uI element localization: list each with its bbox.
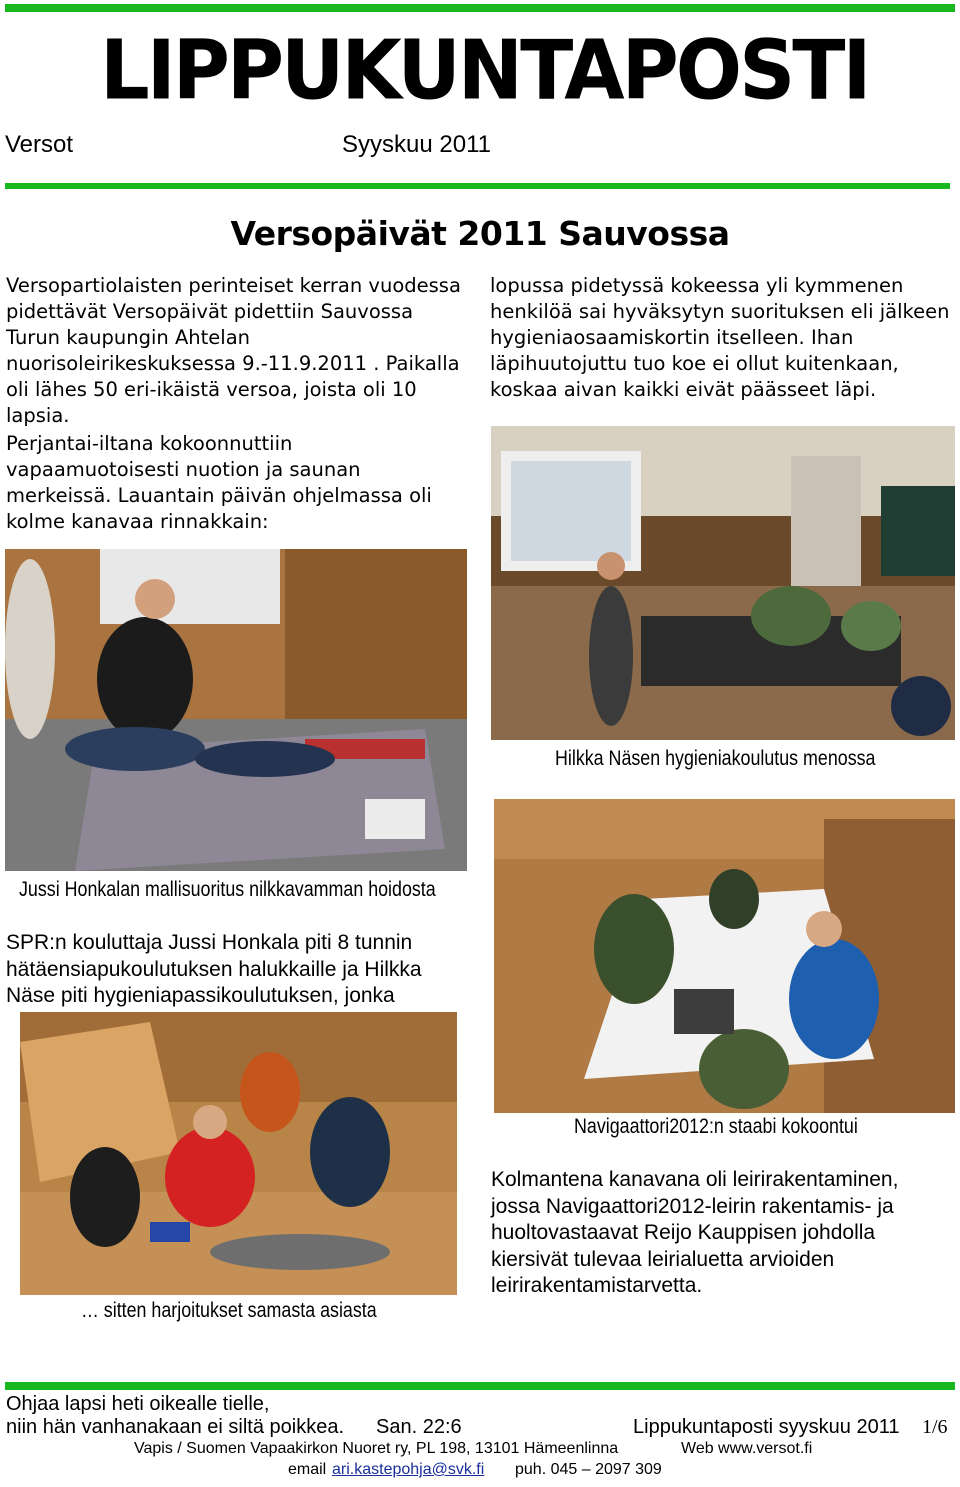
first-aid-caption: Jussi Honkalan mallisuoritus nilkkavamman hoidosta bbox=[19, 878, 436, 901]
intro-paragraph: Versopartiolaisten perinteiset kerran vuodessa pidettävät Versopäivät pidettiin Sauvossa Turun kaupungin Ahtelan nuorisoleirikeskuksessa 9.-11.9.2011 . Paikalla oli lähes 50 eri-ikäistä versoa, joista oli 10 lapsia. bbox=[6, 274, 461, 427]
email-link[interactable]: ari.kastepohja@svk.fi bbox=[332, 1461, 485, 1478]
newsletter-title: LIPPUKUNTAPOSTI bbox=[100, 23, 869, 119]
phone-number: puh. 045 – 2097 309 bbox=[515, 1461, 662, 1478]
practice-caption: … sitten harjoitukset samasta asiasta bbox=[81, 1299, 377, 1322]
exam-paragraph: lopussa pidetyssä kokeessa yli kymmenen henkilöä sai hyväksytyn suorituksen eli jälkeen hygieniaosaamiskortin itselleen. Ihan läpihuutojuttu tuo koe ei ollut kuitenkaan, koskaa aivan kaikki eivät päässeet läpi. bbox=[490, 274, 950, 401]
motto-reference: San. 22:6 bbox=[376, 1416, 462, 1438]
motto-line-1: Ohjaa lapsi heti oikealle tielle, bbox=[6, 1393, 270, 1415]
publication-name: Lippukuntaposti syyskuu 2011 bbox=[633, 1416, 900, 1438]
organization-address: Vapis / Suomen Vapaakirkon Nuoret ry, PL 198, 13101 Hämeenlinna bbox=[134, 1440, 619, 1457]
section-label: Versot bbox=[5, 131, 74, 158]
camp-building-paragraph: Kolmantena kanavana oli leirirakentaminen, jossa Navigaattori2012-leirin rakentamis- ja huoltovastaavat Reijo Kauppisen johdolla kiersivät tulevaa leirialuetta arvioiden leirirakentamistarvetta. bbox=[491, 1168, 899, 1297]
practice-photo bbox=[20, 1012, 457, 1295]
friday-paragraph: Perjantai-iltana kokoonnuttiin vapaamuotoisesti nuotion ja saunan merkeissä. Lauantain päivän ohjelmassa oli kolme kanavaa rinnakkain: bbox=[6, 432, 432, 533]
hygiene-caption: Hilkka Näsen hygieniakoulutus menossa bbox=[555, 747, 876, 770]
email-label: email bbox=[288, 1461, 327, 1478]
header-rule bbox=[5, 183, 950, 189]
staff-meeting-photo bbox=[494, 799, 955, 1113]
staff-caption: Navigaattori2012:n staabi kokoontui bbox=[574, 1115, 858, 1138]
motto-line-2: niin hän vanhanakaan ei siltä poikkea. bbox=[6, 1416, 345, 1438]
website: Web www.versot.fi bbox=[681, 1440, 813, 1457]
top-rule bbox=[5, 4, 955, 12]
footer-rule bbox=[5, 1382, 955, 1390]
issue-date: Syyskuu 2011 bbox=[342, 131, 491, 158]
first-aid-demo-photo bbox=[5, 549, 467, 871]
spr-paragraph: SPR:n kouluttaja Jussi Honkala piti 8 tunnin hätäensiapukoulutuksen halukkaille ja Hilkka Näse piti hygieniapassikoulutuksen, jonka bbox=[6, 931, 422, 1007]
hygiene-training-photo bbox=[491, 426, 955, 740]
article-headline: Versopäivät 2011 Sauvossa bbox=[230, 214, 730, 253]
page-number: 1/6 bbox=[922, 1416, 948, 1438]
